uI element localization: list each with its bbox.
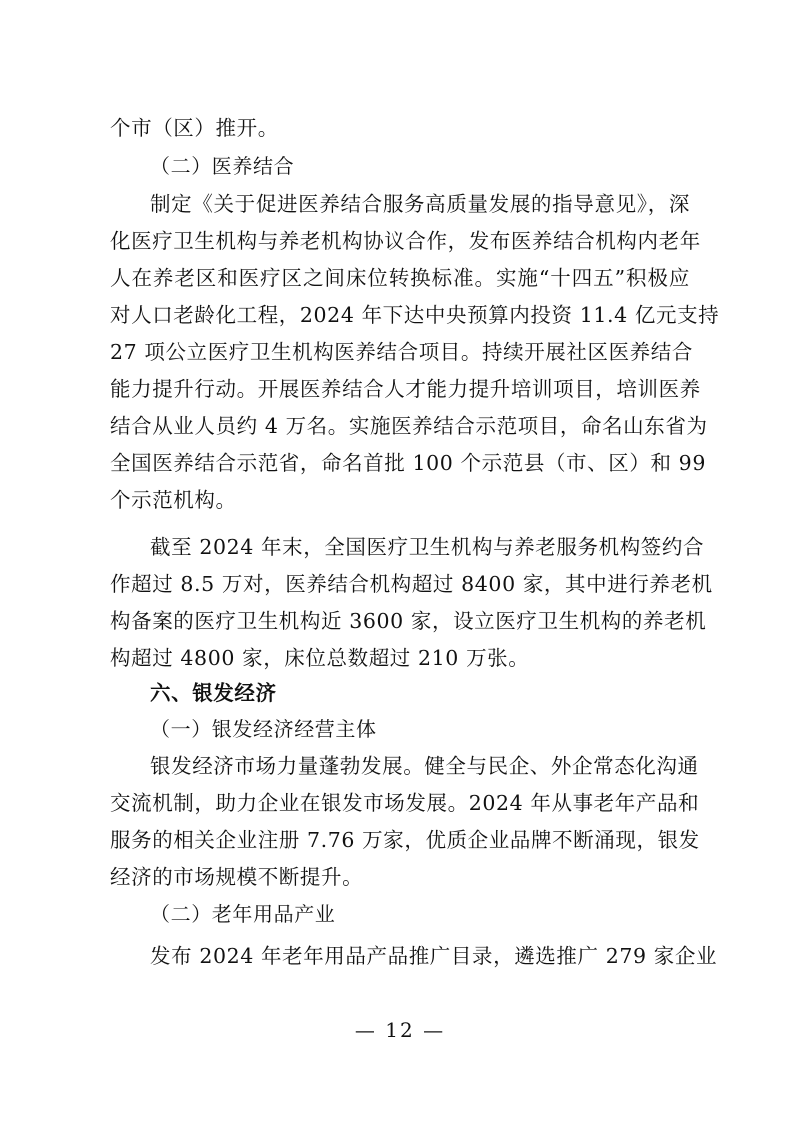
text-line: 能力提升行动。开展医养结合人才能力提升培训项目，培训医养 xyxy=(110,377,701,401)
text-line: 交流机制，助力企业在银发市场发展。2024 年从事老年产品和 xyxy=(110,791,700,815)
text-line: 制定《关于促进医养结合服务高质量发展的指导意见》，深 xyxy=(150,192,690,216)
text-line: 个市（区）推开。 xyxy=(110,116,279,140)
text-line: 个示范机构。 xyxy=(110,488,237,512)
text-line: 结合从业人员约 4 万名。实施医养结合示范项目，命名山东省为 xyxy=(110,414,708,438)
text-line: 构备案的医疗卫生机构近 3600 家，设立医疗卫生机构的养老机 xyxy=(110,609,707,633)
text-line: 银发经济市场力量蓬勃发展。健全与民企、外企常态化沟通 xyxy=(150,754,699,778)
text-line: 经济的市场规模不断提升。 xyxy=(110,865,364,889)
section-heading-elderly-products: （二）老年用品产业 xyxy=(150,902,336,926)
text-line: 化医疗卫生机构与养老机构协议合作，发布医养结合机构内老年 xyxy=(110,229,701,253)
text-line: 截至 2024 年末，全国医疗卫生机构与养老服务机构签约合 xyxy=(150,535,705,559)
text-line: 人在养老区和医疗区之间床位转换标准。实施“十四五”积极应 xyxy=(110,266,690,290)
text-line: 作超过 8.5 万对，医养结合机构超过 8400 家，其中进行养老机 xyxy=(110,572,713,596)
text-line: 发布 2024 年老年用品产品推广目录，遴选推广 279 家企业 xyxy=(150,944,718,968)
page-number: — 12 — xyxy=(354,1018,446,1042)
text-line: 构超过 4800 家，床位总数超过 210 万张。 xyxy=(110,646,530,670)
text-line: 27 项公立医疗卫生机构医养结合项目。持续开展社区医养结合 xyxy=(110,340,693,364)
text-line: 全国医养结合示范省，命名首批 100 个示范县（市、区）和 99 xyxy=(110,451,706,475)
section-heading-medical-elderly-care: （二）医养结合 xyxy=(150,154,295,178)
text-line: 对人口老龄化工程，2024 年下达中央预算内投资 11.4 亿元支持 xyxy=(110,303,720,327)
section-heading-silver-economy-entities: （一）银发经济经营主体 xyxy=(150,717,377,741)
chapter-heading-silver-economy: 六、银发经济 xyxy=(150,681,277,705)
text-line: 服务的相关企业注册 7.76 万家，优质企业品牌不断涌现，银发 xyxy=(110,828,700,852)
